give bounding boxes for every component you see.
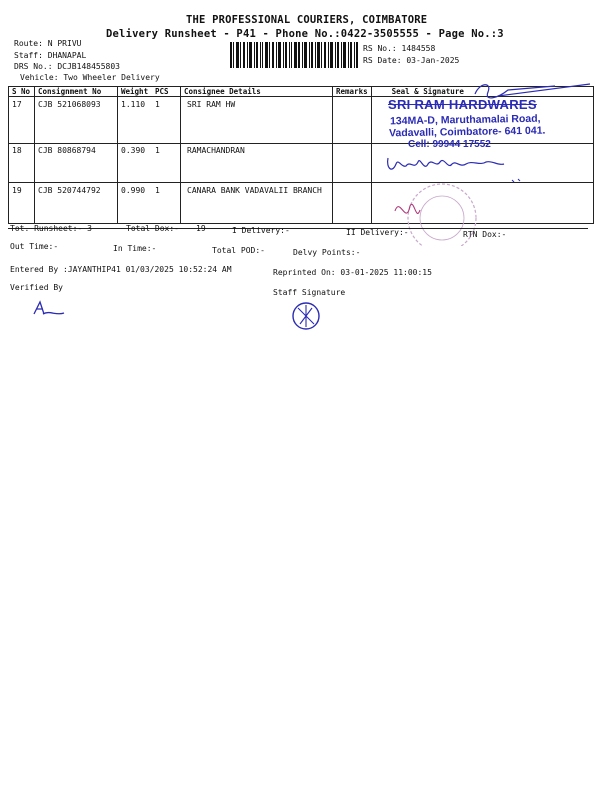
total-pod: Total POD:- bbox=[212, 246, 265, 255]
header-seal: Seal & Signature bbox=[371, 87, 593, 97]
row-pcs: 1 bbox=[152, 183, 181, 224]
row-pcs: 1 bbox=[152, 144, 181, 183]
vehicle-value: Two Wheeler Delivery bbox=[63, 73, 160, 82]
stamp-phone: Cell: 99944 17552 bbox=[408, 139, 491, 150]
i-delivery: I Delivery:- bbox=[232, 226, 290, 235]
staff-value: DHANAPAL bbox=[47, 51, 87, 60]
ii-delivery: II Delivery:- bbox=[346, 228, 409, 237]
rs-date-value: 03-Jan-2025 bbox=[406, 56, 460, 65]
row-consignee: RAMACHANDRAN bbox=[181, 144, 333, 183]
row-consignment: CJB 521068093 bbox=[35, 97, 118, 144]
staff-signature-label: Staff Signature bbox=[273, 288, 346, 297]
company-title: THE PROFESSIONAL COURIERS, COIMBATORE bbox=[186, 14, 428, 26]
header-sno: S No bbox=[9, 87, 35, 97]
row-consignment: CJB 80868794 bbox=[35, 144, 118, 183]
route-line bbox=[14, 39, 81, 48]
row-remarks bbox=[333, 144, 372, 183]
stamp-address-line2: Vadavalli, Coimbatore- 641 041. bbox=[388, 124, 546, 140]
rs-no-line bbox=[363, 44, 435, 53]
row-consignee: SRI RAM HW bbox=[181, 97, 333, 144]
drs-label: DRS No.: bbox=[14, 62, 53, 71]
total-dox-label: Total Dox:- bbox=[126, 224, 179, 233]
header-consignee: Consignee Details bbox=[181, 87, 333, 97]
rtn-dox: RTN Dox:- bbox=[463, 230, 507, 239]
row-consignment: CJB 520744792 bbox=[35, 183, 118, 224]
route-value: N PRIVU bbox=[47, 39, 82, 48]
header-weight: Weight bbox=[118, 87, 153, 97]
reprinted-on: Reprinted On: 03-01-2025 11:00:15 bbox=[273, 268, 432, 277]
total-runsheet: Tot. Runsheet:- 3 bbox=[10, 224, 92, 233]
row-sno: 17 bbox=[9, 97, 35, 144]
runsheet-title: Delivery Runsheet - P41 - Phone No.:0422-3505555 - Page No.:3 bbox=[106, 28, 504, 40]
entered-by: Entered By :JAYANTHIP41 01/03/2025 10:52:24 AM bbox=[10, 265, 232, 274]
stamp-company-name: SRI RAM HARDWARES bbox=[388, 97, 537, 112]
rs-no-value: 1484558 bbox=[401, 44, 436, 53]
vehicle-label: Vehicle: bbox=[20, 73, 59, 82]
rs-date-label: RS Date: bbox=[363, 56, 402, 65]
row-remarks bbox=[333, 97, 372, 144]
barcode-image bbox=[230, 42, 358, 68]
out-time: Out Time:- bbox=[10, 242, 59, 251]
vehicle-line bbox=[20, 73, 160, 82]
signature-scribbles bbox=[380, 76, 595, 246]
header-remarks: Remarks bbox=[333, 87, 372, 97]
row-weight: 1.110 bbox=[118, 97, 153, 144]
staff-signature-mark bbox=[286, 300, 326, 332]
header-pcs: PCS bbox=[152, 87, 181, 97]
stamp-address-line1: 134MA-D, Maruthamalai Road, bbox=[389, 112, 541, 128]
row-sno: 18 bbox=[9, 144, 35, 183]
staff-line bbox=[14, 51, 86, 60]
totals-divider-top bbox=[8, 228, 588, 229]
in-time: In Time:- bbox=[113, 244, 157, 253]
row-weight: 0.390 bbox=[118, 144, 153, 183]
total-dox-value: 19 bbox=[196, 224, 206, 233]
row-sno: 19 bbox=[9, 183, 35, 224]
rs-no-label: RS No.: bbox=[363, 44, 397, 53]
row-remarks bbox=[333, 183, 372, 224]
row-consignee: CANARA BANK VADAVALII BRANCH bbox=[181, 183, 333, 224]
verified-by: Verified By bbox=[10, 283, 63, 292]
header-consignment: Consignment No bbox=[35, 87, 118, 97]
delvy-points: Delvy Points:- bbox=[293, 248, 361, 257]
route-label: Route: bbox=[14, 39, 43, 48]
row-pcs: 1 bbox=[152, 97, 181, 144]
drs-value: DCJB148455803 bbox=[57, 62, 120, 71]
verified-signature bbox=[28, 298, 68, 320]
staff-label: Staff: bbox=[14, 51, 43, 60]
drs-line bbox=[14, 62, 120, 71]
row-weight: 0.990 bbox=[118, 183, 153, 224]
rs-date-line bbox=[363, 56, 459, 65]
